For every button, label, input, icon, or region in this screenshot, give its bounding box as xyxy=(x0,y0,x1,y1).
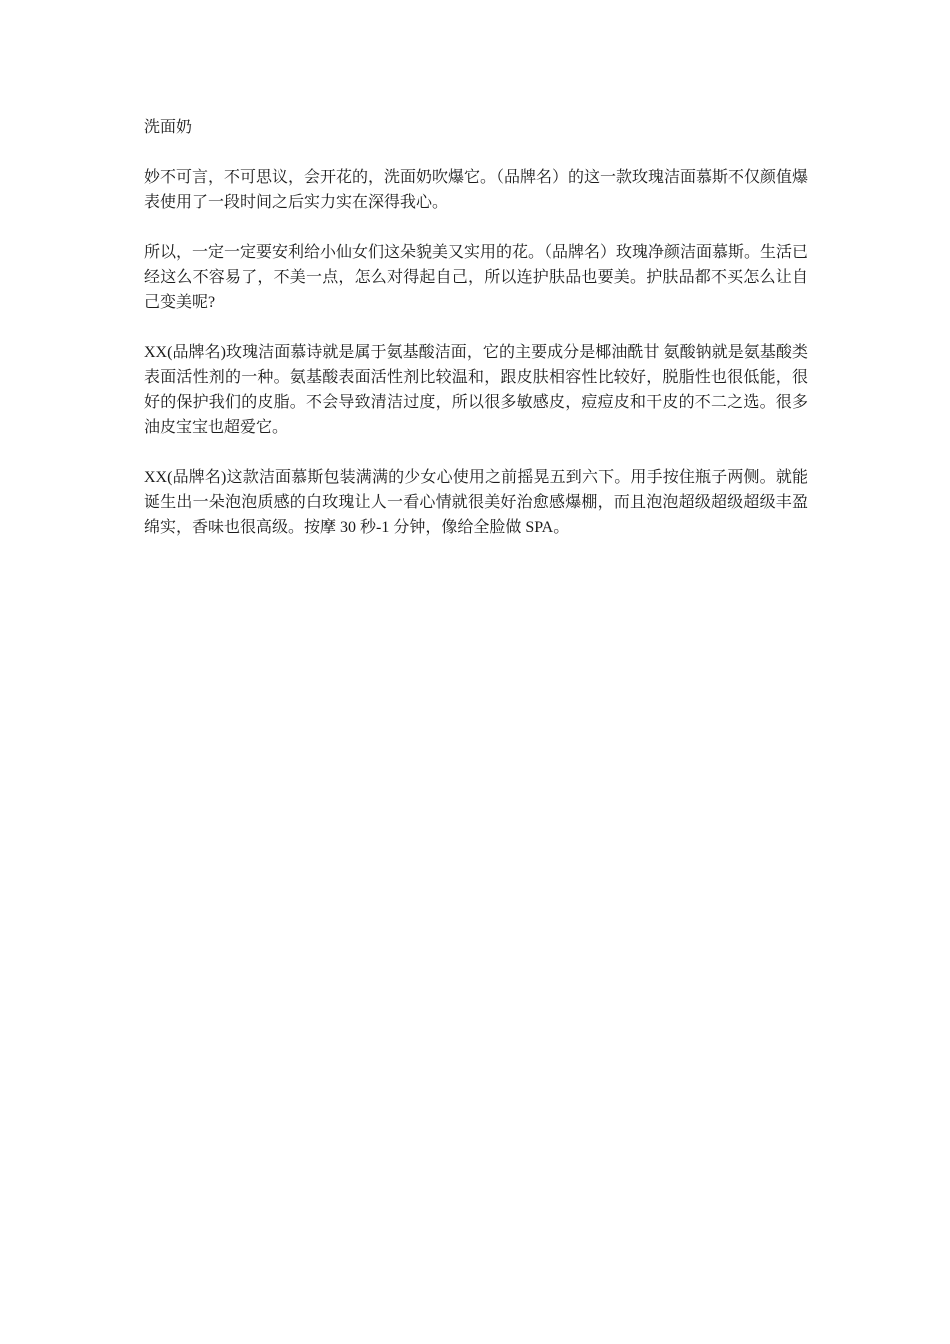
paragraph-ingredients: XX(品牌名)玫瑰洁面慕诗就是属于氨基酸洁面，它的主要成分是椰油酰甘 氨酸钠就是氨基酸类表面活性剂的一种。氨基酸表面活性剂比较温和，跟皮肤相容性比较好，脱脂性也很低能，很好的保护我们的皮脂。不会导致清洁过度，所以很多敏感皮，痘痘皮和干皮的不二之选。很多油皮宝宝也超爱它。 xyxy=(144,344,808,436)
paragraph-intro: 妙不可言，不可思议，会开花的，洗面奶吹爆它。（品牌名）的这一款玫瑰洁面慕斯不仅颜值爆表使用了一段时间之后实力实在深得我心。 xyxy=(144,169,809,211)
document-title: 洗面奶 xyxy=(144,119,193,136)
paragraph-usage: XX(品牌名)这款洁面慕斯包装满满的少女心使用之前摇晃五到六下。用手按住瓶子两侧。就能诞生出一朵泡泡质感的白玫瑰让人一看心情就很美好治愈感爆棚，而且泡泡超级超级超级丰盈绵实，香味也很高级。按摩 30 秒-1 分钟，像给全脸做 SPA。 xyxy=(144,469,808,536)
document-body xyxy=(144,115,808,565)
paragraph-recommendation: 所以，一定一定要安利给小仙女们这朵貌美又实用的花。（品牌名）玫瑰净颜洁面慕斯。生活已经这么不容易了，不美一点，怎么对得起自己，所以连护肤品也要美。护肤品都不买怎么让自己变美呢? xyxy=(144,244,809,311)
